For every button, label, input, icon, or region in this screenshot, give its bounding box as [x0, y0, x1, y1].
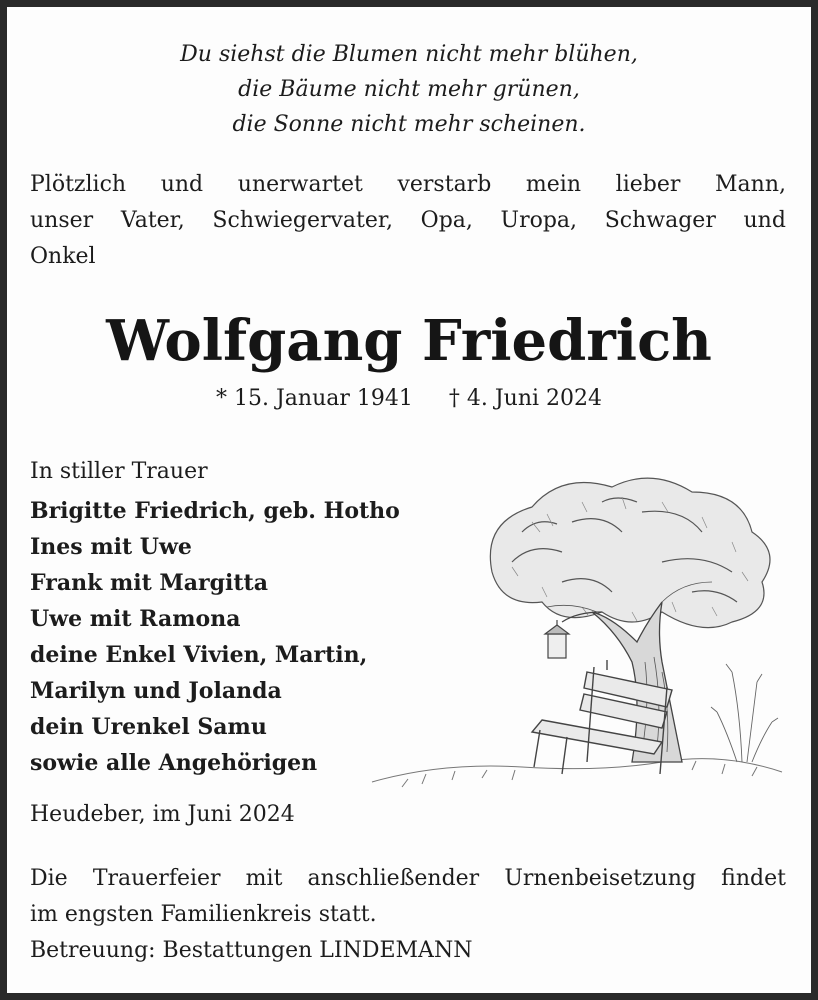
place-date: Heudeber, im Juni 2024: [30, 802, 295, 827]
funeral-home-line: Betreuung: Bestattungen LINDEMANN: [30, 938, 473, 963]
word: lieber: [615, 172, 681, 197]
mourner: Uwe mit Ramona: [30, 606, 241, 632]
word: Vater,: [120, 208, 185, 233]
word: unerwartet: [237, 172, 363, 197]
poem-line: die Sonne nicht mehr scheinen.: [232, 112, 586, 137]
word: verstarb: [397, 172, 492, 197]
word: unser: [30, 208, 94, 233]
word: und: [743, 208, 786, 233]
word: Die: [30, 866, 68, 891]
word: mein: [525, 172, 582, 197]
ceremony-line-2: im engsten Familienkreis statt.: [30, 902, 377, 927]
poem: [7, 37, 811, 142]
word: Schwager: [604, 208, 716, 233]
mourners-list: [30, 493, 400, 781]
word: Urnenbeisetzung: [504, 866, 697, 891]
mourner: Frank mit Margitta: [30, 570, 268, 596]
word: Opa,: [420, 208, 473, 233]
mourner: deine Enkel Vivien, Martin,: [30, 642, 368, 668]
mourner: sowie alle Angehörigen: [30, 750, 318, 776]
ceremony-line-1: [30, 861, 786, 897]
poem-line: die Bäume nicht mehr grünen,: [238, 77, 580, 102]
word: Mann,: [715, 172, 786, 197]
word: mit: [245, 866, 283, 891]
mourning-heading: In stiller Trauer: [30, 459, 208, 484]
word: und: [160, 172, 204, 197]
intro-text: [30, 167, 786, 275]
life-dates: [7, 379, 811, 419]
mourner: Ines mit Uwe: [30, 534, 192, 560]
word: Plötzlich: [30, 172, 127, 197]
intro-line-1: [30, 167, 786, 203]
mourner: Marilyn und Jolanda: [30, 678, 282, 704]
word: Schwiegervater,: [212, 208, 393, 233]
poem-line: Du siehst die Blumen nicht mehr blühen,: [180, 42, 638, 67]
word: anschließender: [307, 866, 480, 891]
tree-bench-lantern-icon: [362, 462, 792, 797]
word: Trauerfeier: [92, 866, 221, 891]
mourner: dein Urenkel Samu: [30, 714, 267, 740]
word: findet: [721, 866, 786, 891]
intro-line-3: Onkel: [30, 244, 96, 269]
mourner: Brigitte Friedrich, geb. Hotho: [30, 498, 400, 524]
death-date: † 4. Juni 2024: [448, 386, 603, 411]
ceremony-text: [30, 861, 786, 969]
deceased-name: Wolfgang Friedrich: [106, 308, 712, 374]
intro-line-2: [30, 203, 786, 239]
birth-date: * 15. Januar 1941: [215, 386, 413, 411]
word: Uropa,: [500, 208, 578, 233]
